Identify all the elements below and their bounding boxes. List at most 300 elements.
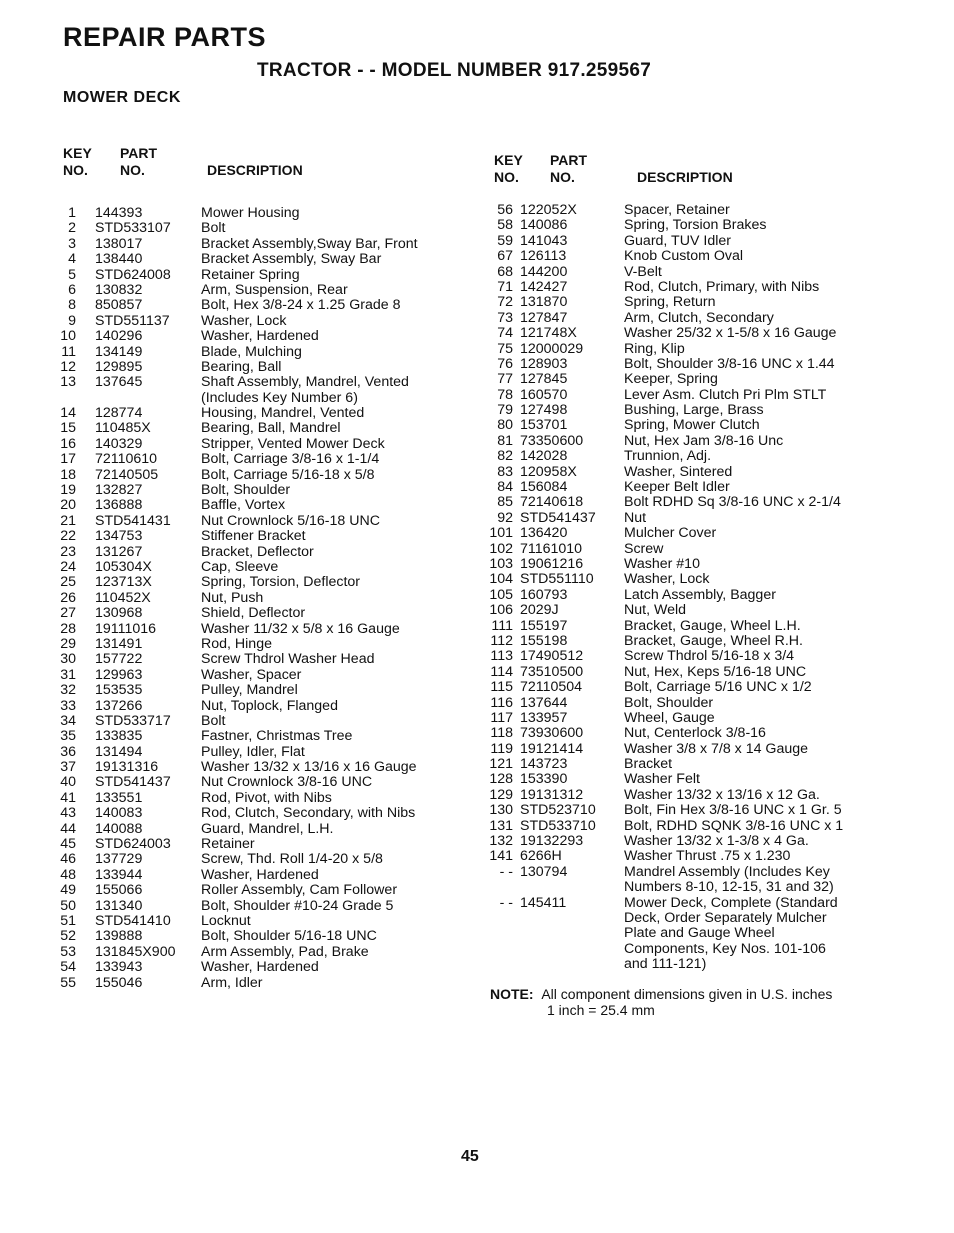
part-no: 143723	[520, 756, 568, 773]
table-row	[58, 360, 418, 375]
description: Housing, Mandrel, Vented	[201, 405, 365, 422]
key-no: 46	[60, 851, 76, 868]
part-no: 128903	[520, 355, 568, 372]
key-no: 74	[497, 325, 513, 342]
part-no	[513, 957, 624, 972]
key-no: 55	[60, 974, 76, 991]
part-no: 850857	[95, 297, 143, 314]
table-row	[488, 295, 843, 310]
table-row	[58, 622, 418, 637]
part-no: 133835	[95, 728, 143, 745]
key-no: 24	[60, 558, 76, 575]
part-no: 160570	[520, 386, 568, 403]
description: Washer, Hardened	[201, 328, 319, 345]
table-row	[488, 957, 843, 972]
key-no	[488, 926, 513, 941]
part-no: 19111016	[95, 620, 157, 637]
part-no: 131494	[95, 743, 143, 760]
table-row	[58, 745, 418, 760]
key-no: 40	[60, 774, 76, 791]
key-no: 112	[490, 632, 513, 649]
key-no: 113	[490, 648, 513, 665]
key-no: 52	[60, 928, 76, 945]
table-row	[488, 757, 843, 772]
description: Nut, Centerlock 3/8-16	[624, 725, 766, 742]
key-no: 36	[60, 743, 76, 760]
table-row	[488, 880, 843, 895]
key-no	[58, 391, 76, 406]
table-row	[58, 699, 418, 714]
part-no: STD551137	[95, 312, 170, 329]
part-no: 121748X	[520, 325, 577, 342]
table-row	[488, 849, 843, 864]
key-no	[488, 957, 513, 972]
table-row	[58, 591, 418, 606]
table-row	[488, 449, 843, 464]
description: Rod, Clutch, Secondary, with Nibs	[201, 805, 416, 822]
description: Bracket Assembly, Sway Bar	[201, 251, 382, 268]
description: Deck, Order Separately Mulcher	[624, 909, 827, 926]
description: Screw Thdrol Washer Head	[201, 651, 375, 668]
dimension-note	[490, 986, 832, 1018]
table-row	[58, 960, 418, 975]
part-no: 138017	[95, 235, 143, 252]
table-row	[58, 375, 418, 390]
part-no	[513, 911, 624, 926]
key-no: 51	[60, 912, 76, 929]
table-row	[58, 391, 418, 406]
table-row	[488, 634, 843, 649]
page-title: REPAIR PARTS	[63, 22, 267, 52]
table-row	[488, 542, 843, 557]
part-no: 6266H	[520, 848, 562, 865]
part-no: 134753	[95, 528, 143, 545]
key-no: 29	[60, 635, 76, 652]
table-row	[58, 837, 418, 852]
table-row	[488, 372, 843, 387]
table-row	[488, 265, 843, 280]
table-row	[488, 234, 843, 249]
description: Washer #10	[624, 555, 700, 572]
part-no: 127845	[520, 371, 568, 388]
part-no: 138440	[95, 251, 143, 268]
table-row	[488, 680, 843, 695]
part-no: 130794	[520, 863, 568, 880]
part-no: 144393	[95, 205, 143, 221]
part-no: 72140505	[95, 466, 159, 483]
description: Rod, Hinge	[201, 635, 272, 652]
table-row	[58, 976, 418, 991]
description: Wheel, Gauge	[624, 709, 715, 726]
description: Washer, Sintered	[624, 463, 733, 480]
table-row	[488, 403, 843, 418]
table-row	[488, 588, 843, 603]
description: Bolt, Carriage 5/16-18 x 5/8	[201, 466, 375, 483]
table-row	[58, 545, 418, 560]
key-no: 131	[489, 817, 513, 834]
table-row	[488, 572, 843, 587]
part-no: 2029J	[520, 602, 559, 619]
part-no-header-right: PART NO.	[550, 152, 588, 185]
key-no: 115	[490, 679, 513, 696]
description: Bolt, Fin Hex 3/8-16 UNC x 1 Gr. 5	[624, 802, 842, 819]
table-row	[58, 775, 418, 790]
table-row	[488, 788, 843, 803]
description: Mower Deck, Complete (Standard	[624, 894, 838, 911]
description: Blade, Mulching	[201, 343, 302, 360]
part-no: 19132293	[520, 833, 584, 850]
key-no: 103	[489, 555, 513, 572]
description: Bracket, Gauge, Wheel R.H.	[624, 632, 803, 649]
description-header-right: DESCRIPTION	[637, 169, 733, 185]
key-no: 6	[68, 281, 76, 298]
table-row	[58, 529, 418, 544]
part-no	[513, 880, 624, 895]
part-no	[513, 926, 624, 941]
description: Nut, Hex Jam 3/8-16 Unc	[624, 432, 784, 449]
key-no: 12	[60, 358, 76, 375]
part-no: 133957	[520, 709, 568, 726]
description: Stiffener Bracket	[201, 528, 306, 545]
key-no: 43	[60, 805, 76, 822]
table-row	[488, 926, 843, 941]
key-no: 14	[60, 405, 76, 422]
description: Bolt, Shoulder 3/8-16 UNC x 1.44	[624, 355, 835, 372]
table-row	[58, 298, 418, 313]
description: Washer 3/8 x 7/8 x 14 Gauge	[624, 740, 809, 757]
part-no	[76, 391, 201, 406]
part-no: STD624003	[95, 836, 171, 853]
table-row	[488, 511, 843, 526]
key-no: 73	[497, 309, 513, 326]
description: Washer Thrust .75 x 1.230	[624, 848, 791, 865]
table-row	[58, 606, 418, 621]
table-row	[488, 465, 843, 480]
description: Plate and Gauge Wheel	[624, 925, 775, 942]
note-label: NOTE:	[490, 986, 534, 1002]
part-no: 129963	[95, 666, 143, 683]
table-row	[58, 806, 418, 821]
key-no: 49	[60, 882, 76, 899]
part-no: 153390	[520, 771, 568, 788]
key-no: 92	[497, 509, 513, 526]
description: Spring, Torsion, Deflector	[201, 574, 361, 591]
key-no: 37	[60, 759, 76, 776]
table-row	[488, 819, 843, 834]
table-row	[488, 418, 843, 433]
key-no: 25	[60, 574, 76, 591]
description: Washer, Spacer	[201, 666, 302, 683]
part-no: 140088	[95, 820, 143, 837]
part-no: 140329	[95, 435, 143, 452]
description: Locknut	[201, 912, 251, 929]
part-no: 155066	[95, 882, 143, 899]
description: Bearing, Ball	[201, 358, 282, 375]
part-no: 73930600	[520, 725, 584, 742]
description: Nut	[624, 509, 647, 526]
table-row	[58, 345, 418, 360]
table-row	[488, 711, 843, 726]
description: Washer 13/32 x 13/16 x 16 Gauge	[201, 759, 417, 776]
part-no: 157722	[95, 651, 143, 668]
part-no: 19121414	[520, 740, 584, 757]
table-row	[488, 696, 843, 711]
part-no: 136888	[95, 497, 143, 514]
key-no	[488, 942, 513, 957]
part-no: 142427	[520, 278, 568, 295]
table-row	[58, 914, 418, 929]
key-no: 27	[60, 605, 76, 622]
part-no: 140083	[95, 805, 143, 822]
part-no: 73350600	[520, 432, 584, 449]
table-row	[58, 283, 418, 298]
description: Washer 25/32 x 1-5/8 x 16 Gauge	[624, 325, 837, 342]
key-no: 15	[60, 420, 76, 437]
key-no: 10	[60, 328, 76, 345]
table-row	[58, 498, 418, 513]
table-row	[58, 791, 418, 806]
part-no: 131870	[520, 294, 568, 311]
key-no: 9	[68, 312, 76, 329]
table-row	[58, 760, 418, 775]
description: Baffle, Vortex	[201, 497, 286, 514]
table-row	[488, 742, 843, 757]
part-no: 110485X	[95, 420, 151, 437]
description: Bracket, Deflector	[201, 543, 314, 560]
description: Washer Felt	[624, 771, 700, 788]
description: Components, Key Nos. 101-106	[624, 940, 826, 957]
key-no: 117	[490, 709, 513, 726]
part-no: 136420	[520, 525, 568, 542]
part-no: 131267	[95, 543, 143, 560]
table-row	[58, 221, 418, 236]
key-no: 53	[60, 943, 76, 960]
description: Bearing, Ball, Mandrel	[201, 420, 341, 437]
part-no: 131340	[95, 897, 143, 914]
part-no: STD523710	[520, 802, 596, 819]
key-no: 18	[60, 466, 76, 483]
description: Bolt, Carriage 5/16 UNC x 1/2	[624, 679, 812, 696]
table-row	[488, 911, 843, 926]
description: Guard, Mandrel, L.H.	[201, 820, 334, 837]
key-no: 119	[490, 740, 513, 757]
description: Screw	[624, 540, 664, 557]
description: Bolt, Shoulder 5/16-18 UNC	[201, 928, 377, 945]
table-row	[58, 452, 418, 467]
part-no: 139888	[95, 928, 143, 945]
part-no: 128774	[95, 405, 143, 422]
part-no: 140296	[95, 328, 143, 345]
key-no: 104	[489, 571, 513, 588]
key-no: 21	[60, 512, 76, 529]
description: Mower Housing	[201, 205, 300, 221]
table-row	[58, 483, 418, 498]
table-row	[58, 899, 418, 914]
key-no: 8	[68, 297, 76, 314]
key-no: 72	[497, 294, 513, 311]
key-no: 71	[497, 278, 513, 295]
table-row	[488, 665, 843, 680]
description: Stripper, Vented Mower Deck	[201, 435, 385, 452]
key-no-header-left: KEY NO.	[63, 145, 92, 178]
part-no: STD541410	[95, 912, 171, 929]
key-no: 85	[497, 494, 513, 511]
description: Spring, Return	[624, 294, 716, 311]
description: Spring, Torsion Brakes	[624, 217, 767, 234]
description: Shaft Assembly, Mandrel, Vented	[201, 374, 409, 391]
part-no-header-left: PART NO.	[120, 145, 158, 178]
description: Guard, TUV Idler	[624, 232, 731, 249]
description: Arm, Clutch, Secondary	[624, 309, 774, 326]
table-row	[488, 557, 843, 572]
description: Bolt RDHD Sq 3/8-16 UNC x 2-1/4	[624, 494, 841, 511]
key-no: 130	[489, 802, 513, 819]
table-row	[488, 311, 843, 326]
table-row	[488, 342, 843, 357]
parts-list-left	[58, 206, 418, 991]
key-no: 28	[60, 620, 76, 637]
table-row	[488, 896, 843, 911]
key-no: 13	[60, 374, 76, 391]
table-row	[488, 480, 843, 495]
description: Nut, Hex, Keps 5/16-18 UNC	[624, 663, 807, 680]
part-no: STD533107	[95, 220, 171, 237]
table-row	[58, 668, 418, 683]
description: Washer 11/32 x 5/8 x 16 Gauge	[201, 620, 400, 637]
description: Screw Thdrol 5/16-18 x 3/4	[624, 648, 795, 665]
table-row	[58, 468, 418, 483]
part-no: 137645	[95, 374, 143, 391]
table-row	[58, 329, 418, 344]
table-row	[488, 495, 843, 510]
table-row	[58, 421, 418, 436]
section-heading: MOWER DECK	[63, 89, 181, 106]
description: Pulley, Mandrel	[201, 682, 298, 699]
key-no: 68	[497, 263, 513, 280]
table-row	[58, 652, 418, 667]
part-no: 137729	[95, 851, 143, 868]
key-no: 2	[68, 220, 76, 237]
key-no: 101	[489, 525, 513, 542]
part-no: 122052X	[520, 202, 577, 218]
part-no: STD551110	[520, 571, 594, 588]
key-no: 20	[60, 497, 76, 514]
table-row	[58, 868, 418, 883]
description: Bolt, Carriage 3/8-16 x 1-1/4	[201, 451, 380, 468]
description: Washer 13/32 x 1-3/8 x 4 Ga.	[624, 833, 809, 850]
key-no: 17	[60, 451, 76, 468]
description: Bolt	[201, 712, 226, 729]
table-row	[58, 560, 418, 575]
key-no: 132	[489, 833, 513, 850]
table-row	[488, 218, 843, 233]
table-row	[58, 929, 418, 944]
table-row	[58, 514, 418, 529]
key-no: 141	[489, 848, 513, 865]
description: Arm Assembly, Pad, Brake	[201, 943, 369, 960]
key-no: 50	[60, 897, 76, 914]
table-row	[58, 252, 418, 267]
description: V-Belt	[624, 263, 662, 280]
part-no: 123713X	[95, 574, 152, 591]
description: Washer, Lock	[201, 312, 287, 329]
key-no: 35	[60, 728, 76, 745]
description: Nut, Toplock, Flanged	[201, 697, 338, 714]
description: Pulley, Idler, Flat	[201, 743, 305, 760]
table-row	[488, 772, 843, 787]
key-no: 78	[497, 386, 513, 403]
key-no: 32	[60, 682, 76, 699]
table-row	[488, 942, 843, 957]
table-row	[58, 729, 418, 744]
description: Mandrel Assembly (Includes Key	[624, 863, 830, 880]
part-no: 126113	[520, 248, 567, 265]
description: Retainer	[201, 836, 255, 853]
part-no	[513, 942, 624, 957]
part-no: 110452X	[95, 589, 151, 606]
table-row	[488, 603, 843, 618]
description: Nut Crownlock 3/8-16 UNC	[201, 774, 373, 791]
part-no: 127498	[520, 402, 568, 419]
table-row	[58, 406, 418, 421]
key-no: 116	[490, 694, 513, 711]
key-no: 128	[489, 771, 513, 788]
part-no: 130968	[95, 605, 143, 622]
part-no: STD533717	[95, 712, 171, 729]
description: Shield, Deflector	[201, 605, 306, 622]
description: Bolt, Shoulder	[624, 694, 714, 711]
part-no: 133551	[95, 789, 143, 806]
part-no: 145411	[520, 894, 567, 911]
key-no: 118	[490, 725, 513, 742]
key-no: 22	[60, 528, 76, 545]
part-no: 137266	[95, 697, 143, 714]
part-no: 155198	[520, 632, 568, 649]
part-no: 17490512	[520, 648, 584, 665]
table-row	[58, 822, 418, 837]
table-row	[488, 388, 843, 403]
table-row	[488, 726, 843, 741]
part-no: STD533710	[520, 817, 596, 834]
table-row	[488, 249, 843, 264]
key-no: - -	[499, 894, 513, 911]
part-no: 132827	[95, 482, 143, 499]
table-row	[488, 619, 843, 634]
key-no: 41	[60, 789, 76, 806]
key-no: 16	[60, 435, 76, 452]
description: Keeper Belt Idler	[624, 479, 730, 496]
key-no: 26	[60, 589, 76, 606]
key-no: 106	[489, 602, 513, 619]
parts-list-right	[488, 203, 843, 973]
table-row	[58, 637, 418, 652]
part-no: 155046	[95, 974, 143, 991]
table-row	[58, 945, 418, 960]
part-no: 71161010	[520, 540, 583, 557]
key-no: 33	[60, 697, 76, 714]
key-no: 114	[490, 663, 513, 680]
part-no: 19131312	[520, 786, 584, 803]
part-no: 142028	[520, 448, 568, 465]
table-row	[488, 357, 843, 372]
table-row	[58, 437, 418, 452]
part-no: 133944	[95, 866, 143, 883]
part-no: 12000029	[520, 340, 584, 357]
table-row	[58, 314, 418, 329]
description: Nut Crownlock 5/16-18 UNC	[201, 512, 380, 529]
description: Retainer Spring	[201, 266, 300, 283]
description: Bracket, Gauge, Wheel L.H.	[624, 617, 801, 634]
